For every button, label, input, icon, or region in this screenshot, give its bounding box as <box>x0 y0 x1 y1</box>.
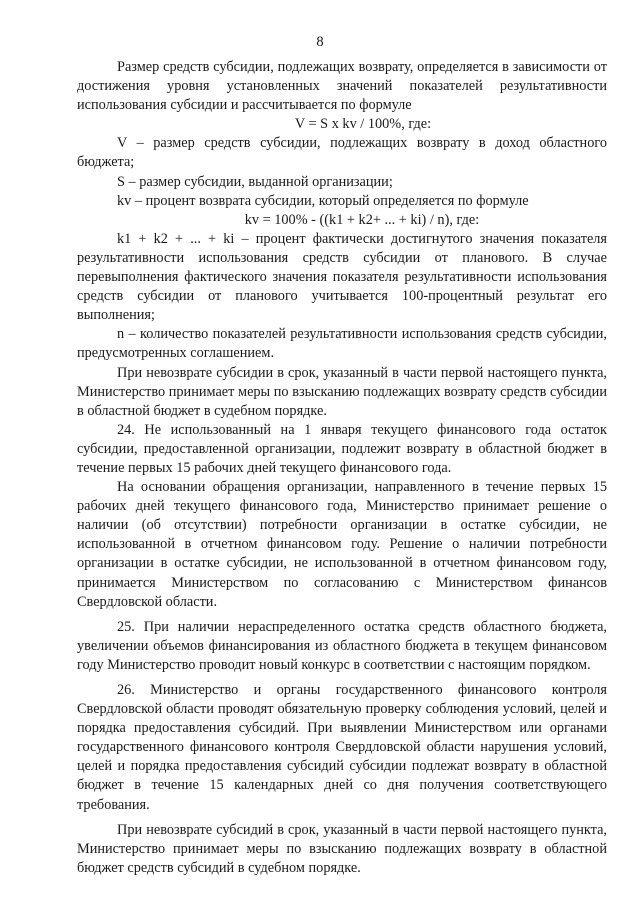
paragraph-25: 25. При наличии нераспределенного остатка средств областного бюджета, увеличении объемов финансирования из областного бюджета в текущем финансовом году Министерство проводит новый конкурс в соответствии с настоящим порядком. <box>77 618 607 673</box>
formula-kv: kv = 100% - ((k1 + k2+ ... + ki) / n), где: <box>244 211 480 228</box>
page-number: 8 <box>316 34 324 50</box>
paragraph-26: 26. Министерство и органы государственного финансового контроля Свердловской области проводят обязательную проверку соблюдения условий, целей и порядка предоставления субсидий. При выявлении Министерством или органами государственного финансового контроля Свердловской области нарушения условий, целей и порядка предоставления субсидий субсидии подлежат возврату в областной бюджет в течение 15 календарных дней со дня получения соответствующего требования. <box>77 682 607 813</box>
definition-kv: kv – процент возврата субсидии, который определяется по формуле <box>117 192 529 209</box>
paragraph-24-request: На основании обращения организации, направленного в течение первых 15 рабочих дней текущего финансового года, Министерство принимает решение о наличии (об отсутствии) потребности организации в остатке субсидии, не использованной в отчетном финансовом году. Решение о наличии потребности организации в остатке субсидии, не использованной в отчетном финансовом году, принимается Министерством по согласованию с Министерством финансов Свердловской области. <box>77 479 607 610</box>
paragraph-24: 24. Не использованный на 1 января текущего финансового года остаток субсидии, предоставленной организации, подлежит возврату в областной бюджет в течение первых 15 рабочих дней текущего финансового года. <box>77 421 607 476</box>
paragraph-non-return-court: При невозврате субсидии в срок, указанный в части первой настоящего пункта, Министерство принимает меры по взысканию подлежащих возврату средств субсидии в областной бюджет в судебном порядке. <box>77 364 607 419</box>
paragraph-subsidy-return-amount: Размер средств субсидии, подлежащих возврату, определяется в зависимости от достижения уровня установленных значений показателей результативности использования субсидии и рассчитывается по формуле <box>77 59 607 114</box>
paragraph-26-non-return: При невозврате субсидий в срок, указанный в части первой настоящего пункта, Министерство принимает меры по взысканию подлежащих возврату в областной бюджет средств субсидий в судебном порядке. <box>77 821 607 876</box>
formula-return-amount: V = S x kv / 100%, где: <box>294 116 432 133</box>
definition-k-sum: k1 + k2 + ... + ki – процент фактически достигнутого значения показателя результативности использования средств субсидии от планового. В случае перевыполнения фактического значения показателя результативности использования средств субсидии от планового учитывается 100-процентный результат его выполнения; <box>77 230 607 324</box>
definition-s: S – размер субсидии, выданной организации; <box>117 173 393 190</box>
definition-n: n – количество показателей результативности использования средств субсидии, предусмотренных соглашением. <box>77 326 607 362</box>
document-body <box>77 58 607 878</box>
definition-v: V – размер средств субсидии, подлежащих возврату в доход областного бюджета; <box>77 135 607 171</box>
